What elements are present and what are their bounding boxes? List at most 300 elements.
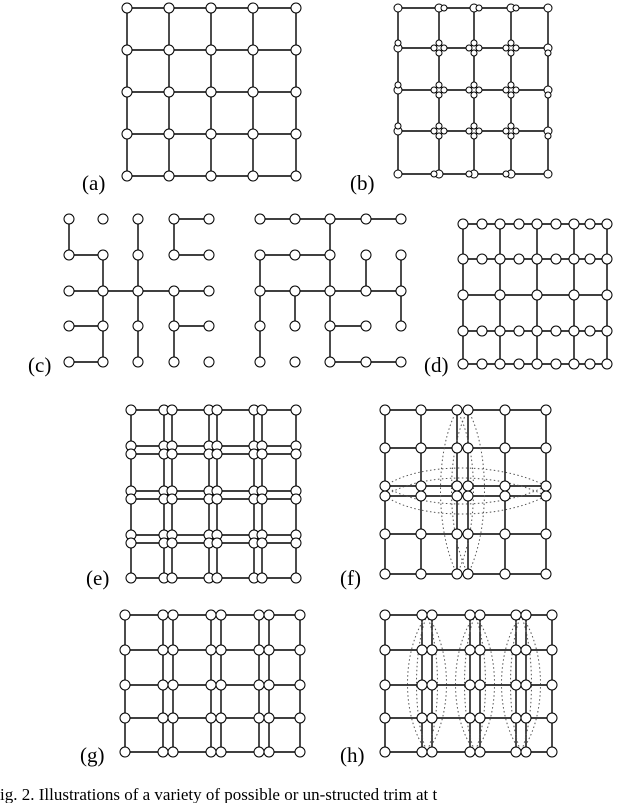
panel-b-split-node <box>471 133 477 139</box>
panel-a-node <box>248 87 258 97</box>
panel-g-node <box>295 645 305 655</box>
panel-e-node <box>167 538 177 548</box>
panel-h-node <box>511 713 521 723</box>
panel-a-node <box>291 129 301 139</box>
panel-b-split-node <box>436 40 442 46</box>
panel-f-node <box>541 569 551 579</box>
panel-f-node <box>452 529 462 539</box>
panel-c-node <box>361 214 371 224</box>
panel-h-node <box>417 610 427 620</box>
panel-h-node <box>475 680 485 690</box>
panel-d-node <box>458 326 468 336</box>
panel-b-split-node <box>503 171 509 177</box>
panel-h-node <box>427 645 437 655</box>
panel-g-node <box>206 713 216 723</box>
panel-g-node <box>216 680 226 690</box>
panel-g-node <box>295 713 305 723</box>
panel-d-node <box>569 359 579 369</box>
panel-d-node <box>602 359 612 369</box>
panel-e-node <box>212 573 222 583</box>
panel-a-node <box>291 45 301 55</box>
panel-g-node <box>158 645 168 655</box>
panel-f-node <box>463 569 473 579</box>
panel-c-node <box>255 286 265 296</box>
panel-d-node <box>514 359 524 369</box>
panel-c-node <box>325 286 335 296</box>
panel-d-node <box>551 219 561 229</box>
panel-d-node <box>569 326 579 336</box>
panel-a-node <box>291 3 301 13</box>
panel-b-split-node <box>471 50 477 56</box>
panel-d-node <box>532 326 542 336</box>
panel-e-node <box>291 494 301 504</box>
panel-e-node <box>212 538 222 548</box>
panel-b-split-node <box>503 45 509 51</box>
panel-d-node <box>585 326 595 336</box>
panel-f-node <box>541 491 551 501</box>
panel-h-node <box>380 645 390 655</box>
panel-e-node <box>126 449 136 459</box>
panel-d-node <box>602 219 612 229</box>
panel-e-node <box>167 494 177 504</box>
panel-h-node <box>547 680 557 690</box>
panel-f-node <box>452 443 462 453</box>
panel-h-node <box>465 645 475 655</box>
panel-e-node <box>291 573 301 583</box>
panel-h-node <box>547 645 557 655</box>
panel-b-split-node <box>508 133 514 139</box>
panel-d-node <box>602 290 612 300</box>
panel-a-node <box>164 171 174 181</box>
panel-c-node <box>64 357 74 367</box>
panel-f-node <box>463 491 473 501</box>
panel-f-node <box>500 569 510 579</box>
panel-f-node <box>380 569 390 579</box>
panel-b-split-node <box>503 128 509 134</box>
panel-c-node <box>290 321 300 331</box>
panel-g-node <box>254 680 264 690</box>
panel-e-node <box>167 573 177 583</box>
panel-h-node <box>547 713 557 723</box>
panel-a-node <box>122 129 132 139</box>
panel-b-split-node <box>476 5 482 11</box>
panel-h-node <box>427 610 437 620</box>
panel-h-node <box>475 713 485 723</box>
panel-e-node <box>167 405 177 415</box>
panel-b-split-node <box>436 50 442 56</box>
panel-f-node <box>380 529 390 539</box>
panel-c-node <box>290 357 300 367</box>
panel-f-node <box>541 481 551 491</box>
panel-d-node <box>514 326 524 336</box>
panel-g-node <box>254 713 264 723</box>
panel-c-node <box>325 321 335 331</box>
panel-b-split-node <box>508 40 514 46</box>
panel-h-node <box>427 713 437 723</box>
panel-g-node <box>264 747 274 757</box>
panel-h-node <box>521 747 531 757</box>
panel-e-node <box>257 494 267 504</box>
panel-f-node <box>463 529 473 539</box>
panel-c-node <box>396 214 406 224</box>
panel-g-node <box>254 645 264 655</box>
panel-g-node <box>168 645 178 655</box>
panel-a-node <box>206 87 216 97</box>
panel-a-node <box>122 171 132 181</box>
panel-d-node <box>551 359 561 369</box>
panel-c-node <box>64 250 74 260</box>
panel-b-split-node <box>431 128 437 134</box>
panel-f-node <box>452 481 462 491</box>
panel-e-node <box>126 573 136 583</box>
panel-c-node <box>133 214 143 224</box>
panel-g-node <box>120 680 130 690</box>
panel-c-node <box>396 286 406 296</box>
panel-d-node <box>532 219 542 229</box>
panel-b-split-node <box>471 82 477 88</box>
panel-e-node <box>126 538 136 548</box>
panel-c-node <box>361 250 371 260</box>
panel-e-node <box>291 405 301 415</box>
panel-g-node <box>254 610 264 620</box>
panel-h-node <box>427 680 437 690</box>
panel-g-node <box>168 747 178 757</box>
panel-c-node <box>396 321 406 331</box>
panel-b-split-node <box>476 87 482 93</box>
panel-g-node <box>120 747 130 757</box>
panel-d-node <box>495 359 505 369</box>
panel-a-node <box>248 171 258 181</box>
panel-b-split-node <box>508 50 514 56</box>
panel-h-node <box>417 680 427 690</box>
panel-g-node <box>254 747 264 757</box>
panel-h-node <box>511 645 521 655</box>
panel-h-node <box>465 610 475 620</box>
panel-g-node <box>168 610 178 620</box>
panel-b-label: (b) <box>350 171 375 195</box>
panel-b-split-node <box>476 128 482 134</box>
panel-e-node <box>257 405 267 415</box>
panel-g-node <box>264 680 274 690</box>
panel-f-node <box>416 405 426 415</box>
panel-b-split-node <box>545 133 551 139</box>
panel-f-node <box>500 491 510 501</box>
panel-f-node <box>380 405 390 415</box>
panel-b-split-node <box>471 40 477 46</box>
panel-c-node <box>325 250 335 260</box>
panel-d-node <box>458 359 468 369</box>
panel-h-node <box>521 713 531 723</box>
panel-h-label: (h) <box>340 743 365 767</box>
panel-f-node <box>541 529 551 539</box>
panel-h-node <box>427 747 437 757</box>
panel-d-node <box>514 254 524 264</box>
panel-c-node <box>325 357 335 367</box>
panel-g-node <box>168 713 178 723</box>
panel-b-split-node <box>476 45 482 51</box>
panel-f-node <box>463 443 473 453</box>
panel-d-node <box>477 359 487 369</box>
panel-b-split-node <box>441 45 447 51</box>
panel-d-node <box>495 254 505 264</box>
panel-d-node <box>551 254 561 264</box>
panel-c-node <box>98 357 108 367</box>
panel-d-node <box>585 359 595 369</box>
panel-b-node <box>394 4 402 12</box>
panel-b-split-node <box>513 87 519 93</box>
panel-b-split-node <box>436 133 442 139</box>
panel-h-node <box>380 680 390 690</box>
panel-f-node <box>541 443 551 453</box>
panel-a-node <box>122 45 132 55</box>
panel-f-node <box>500 529 510 539</box>
panel-g-node <box>206 610 216 620</box>
panel-e-node <box>257 573 267 583</box>
panel-c-node <box>169 214 179 224</box>
panel-c-node <box>396 357 406 367</box>
panel-g-node <box>158 680 168 690</box>
panel-d-node <box>569 254 579 264</box>
panel-e-node <box>257 449 267 459</box>
panel-f-node <box>416 569 426 579</box>
panel-g-node <box>295 747 305 757</box>
panel-c-node <box>204 321 214 331</box>
panel-f-label: (f) <box>340 566 361 590</box>
panel-f-node <box>452 569 462 579</box>
panel-g-node <box>264 610 274 620</box>
panel-b-split-node <box>508 123 514 129</box>
panel-a-node <box>291 87 301 97</box>
panel-a-node <box>248 129 258 139</box>
panel-c-label: (c) <box>28 353 52 377</box>
panel-b-split-node <box>436 123 442 129</box>
panel-a-node <box>248 3 258 13</box>
panel-h-node <box>521 645 531 655</box>
panel-f-node <box>500 405 510 415</box>
panel-b-split-node <box>395 82 401 88</box>
panel-c-node <box>361 321 371 331</box>
panel-d-node <box>477 219 487 229</box>
panel-b-split-node <box>441 87 447 93</box>
panel-d-node <box>569 219 579 229</box>
panel-g-node <box>120 610 130 620</box>
panel-c-node <box>290 250 300 260</box>
panel-c-node <box>255 214 265 224</box>
panel-h-node <box>417 645 427 655</box>
panel-e-node <box>291 449 301 459</box>
panel-g-node <box>264 645 274 655</box>
panel-f-node <box>380 443 390 453</box>
panel-b-split-node <box>466 45 472 51</box>
panel-g-node <box>158 713 168 723</box>
panel-g-node <box>216 645 226 655</box>
panel-h-node <box>547 610 557 620</box>
panel-g-node <box>158 747 168 757</box>
panel-c-node <box>133 250 143 260</box>
panel-c-node <box>64 321 74 331</box>
panel-e-node <box>291 538 301 548</box>
panel-h-node <box>475 645 485 655</box>
panel-c-node <box>290 214 300 224</box>
panel-h-node <box>465 713 475 723</box>
panel-a-node <box>206 45 216 55</box>
panel-a-node <box>164 45 174 55</box>
panel-g-node <box>168 680 178 690</box>
panel-h-node <box>475 610 485 620</box>
panel-g-node <box>216 610 226 620</box>
panel-g-label: (g) <box>80 743 105 767</box>
panel-e-node <box>257 538 267 548</box>
panel-e-node <box>167 449 177 459</box>
panel-c-node <box>361 357 371 367</box>
panel-c-node <box>255 321 265 331</box>
panel-d-node <box>495 326 505 336</box>
panel-c-node <box>204 250 214 260</box>
panel-h-node <box>547 747 557 757</box>
panel-d-label: (d) <box>424 353 449 377</box>
panel-a-node <box>206 3 216 13</box>
panel-e-node <box>212 405 222 415</box>
panel-c-node <box>204 214 214 224</box>
panel-h-node <box>475 747 485 757</box>
panel-g-node <box>206 680 216 690</box>
panel-d-node <box>495 219 505 229</box>
panel-c-node <box>133 357 143 367</box>
panel-f-node <box>500 443 510 453</box>
panel-b-split-node <box>431 87 437 93</box>
panel-c-node <box>169 250 179 260</box>
figure-caption: ig. 2. Illustrations of a variety of possible or un-structed trim at t <box>0 785 438 803</box>
panel-b-node <box>394 170 402 178</box>
panel-d-node <box>602 254 612 264</box>
panel-a-node <box>164 87 174 97</box>
panel-c-node <box>133 286 143 296</box>
panel-d-node <box>458 219 468 229</box>
panel-e-node <box>126 494 136 504</box>
panel-f-node <box>463 481 473 491</box>
panel-f-node <box>463 405 473 415</box>
panel-d-node <box>532 254 542 264</box>
panel-b-split-node <box>508 82 514 88</box>
panel-f-node <box>541 405 551 415</box>
panel-d-node <box>477 326 487 336</box>
panel-b-split-node <box>441 5 447 11</box>
panel-b-split-node <box>395 123 401 129</box>
panel-g-node <box>264 713 274 723</box>
panel-c-node <box>204 357 214 367</box>
panel-d-node <box>602 326 612 336</box>
panel-c-node <box>133 321 143 331</box>
panel-c-node <box>64 286 74 296</box>
panel-c-node <box>98 250 108 260</box>
panel-c-node <box>169 286 179 296</box>
panel-c-node <box>290 286 300 296</box>
panel-b-split-node <box>431 171 437 177</box>
panel-h-node <box>465 747 475 757</box>
panel-h-node <box>511 680 521 690</box>
panel-c-node <box>204 286 214 296</box>
panel-g-node <box>295 680 305 690</box>
panel-c-node <box>255 357 265 367</box>
panel-h-node <box>417 747 427 757</box>
panel-e-node <box>126 405 136 415</box>
panel-g-node <box>216 747 226 757</box>
panel-a-node <box>122 3 132 13</box>
panel-h-node <box>465 680 475 690</box>
panel-a-label: (a) <box>82 171 106 195</box>
panel-b-node <box>544 4 552 12</box>
panel-b-split-node <box>466 128 472 134</box>
panel-c-node <box>64 214 74 224</box>
panel-b-split-node <box>513 128 519 134</box>
panel-g-node <box>158 610 168 620</box>
panel-b-split-node <box>436 92 442 98</box>
panel-d-node <box>458 254 468 264</box>
panel-b-split-node <box>545 92 551 98</box>
panel-c-node <box>396 250 406 260</box>
panel-c-node <box>169 357 179 367</box>
panel-h-node <box>380 610 390 620</box>
panel-b-split-node <box>466 171 472 177</box>
panel-b-split-node <box>508 92 514 98</box>
panel-d-node <box>477 254 487 264</box>
panel-a-node <box>291 171 301 181</box>
panel-b-split-node <box>513 45 519 51</box>
panel-f-node <box>500 481 510 491</box>
panel-g-node <box>295 610 305 620</box>
panel-a-node <box>122 87 132 97</box>
panel-h-node <box>511 610 521 620</box>
panel-b-split-node <box>431 45 437 51</box>
panel-g-node <box>206 747 216 757</box>
panel-f-node <box>416 481 426 491</box>
panel-f-node <box>416 529 426 539</box>
panel-f-node <box>380 491 390 501</box>
panel-h-node <box>417 713 427 723</box>
panel-b-split-node <box>395 40 401 46</box>
panel-d-node <box>458 290 468 300</box>
panel-b-split-node <box>436 82 442 88</box>
panel-c-node <box>98 214 108 224</box>
panel-b-split-node <box>466 87 472 93</box>
panel-a-node <box>206 171 216 181</box>
panel-a-node <box>164 129 174 139</box>
panel-h-node <box>380 713 390 723</box>
panel-d-node <box>532 359 542 369</box>
panel-a-node <box>164 3 174 13</box>
panel-f-node <box>416 443 426 453</box>
panel-g-node <box>206 645 216 655</box>
panel-g-node <box>216 713 226 723</box>
panel-h-node <box>511 747 521 757</box>
panel-c-node <box>98 286 108 296</box>
panel-a-node <box>248 45 258 55</box>
panel-b-split-node <box>545 50 551 56</box>
panel-b-split-node <box>513 5 519 11</box>
panel-d-node <box>585 219 595 229</box>
panel-d-node <box>585 254 595 264</box>
panel-h-node <box>521 680 531 690</box>
panel-b-split-node <box>503 87 509 93</box>
panel-g-node <box>120 713 130 723</box>
panel-c-node <box>255 250 265 260</box>
panel-h-node <box>521 610 531 620</box>
panel-d-node <box>514 219 524 229</box>
panel-c-node <box>361 286 371 296</box>
panel-a-node <box>206 129 216 139</box>
panel-g-node <box>120 645 130 655</box>
panel-d-node <box>569 290 579 300</box>
